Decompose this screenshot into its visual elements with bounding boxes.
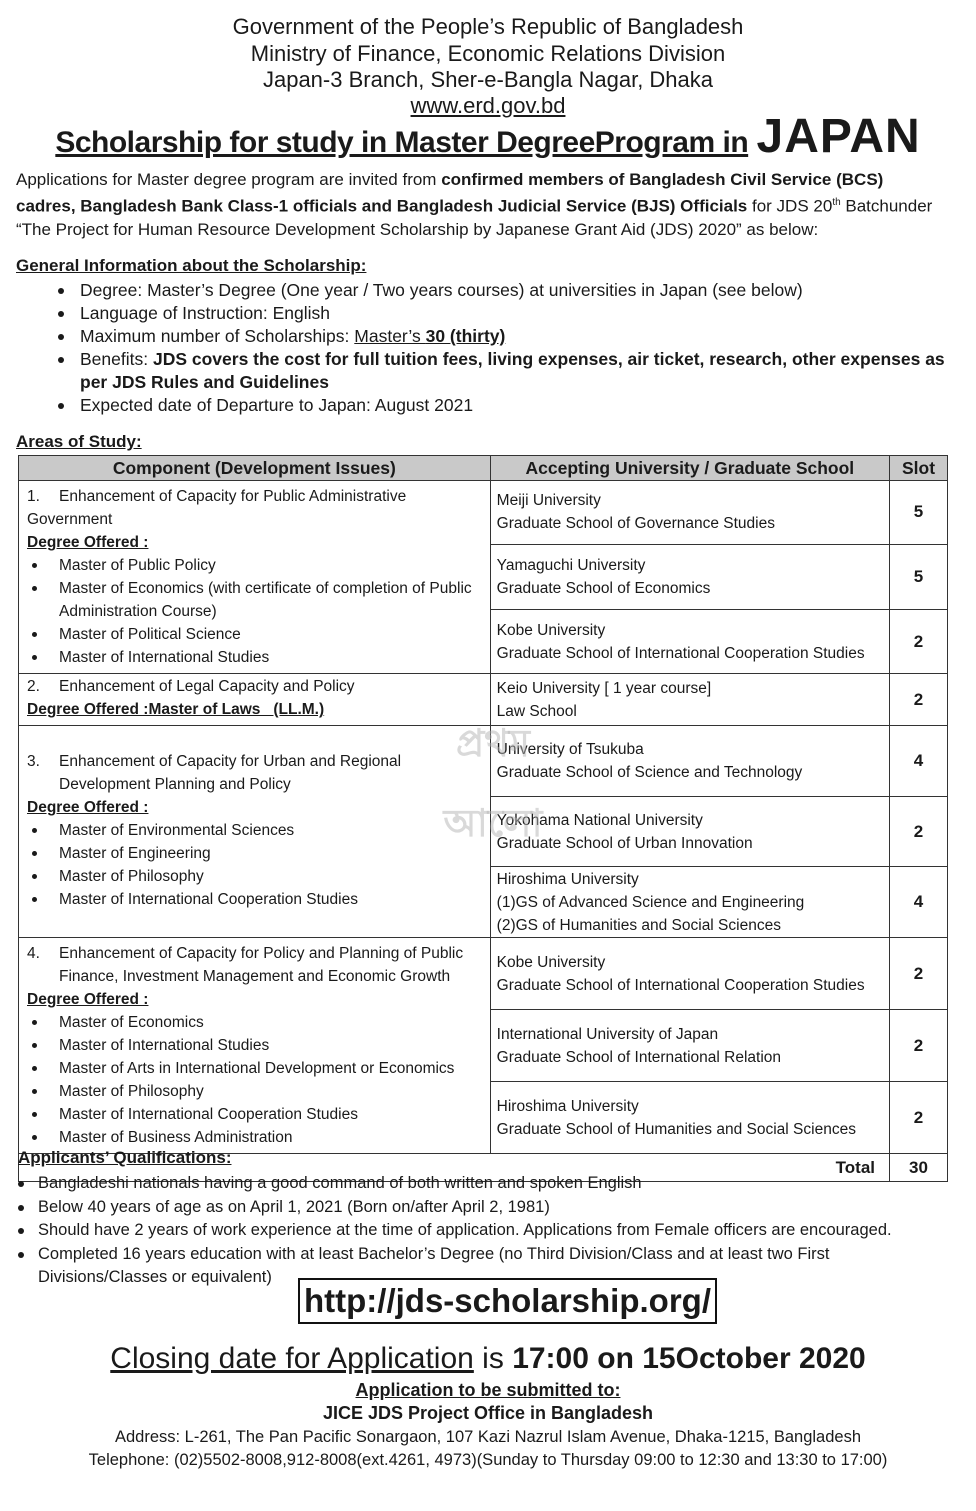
- list-item: Master of Environmental Sciences: [27, 819, 484, 842]
- graduate-school: Graduate School of International Cooperation Studies: [496, 644, 865, 662]
- intro-text-1: Applications for Master degree program are invited from: [16, 170, 442, 189]
- table-row: [19, 674, 948, 726]
- component-3-degree-label: Degree Offered :: [27, 799, 149, 816]
- table-row: [19, 726, 948, 797]
- header-government: Government of the People’s Republic of Bangladesh: [232, 14, 744, 39]
- university-cell: [490, 481, 889, 545]
- component-1-degree-label: Degree Offered :: [27, 534, 149, 551]
- intro-eligible-groups: confirmed members of Bangladesh Civil Service (BCS) cadres, Bangladesh Bank Class-1 officials and Bangladesh Judicial Service (BJS) Officials: [16, 170, 884, 216]
- header-branch: Japan-3 Branch, Sher-e-Bangla Nagar, Dhaka: [262, 67, 714, 92]
- slot-count: 2: [890, 674, 948, 726]
- list-item: Master of Economics (with certificate of completion of Public Administration Course): [27, 577, 484, 623]
- col-header-component: Component (Development Issues): [19, 456, 491, 481]
- max-label: Maximum number of Scholarships:: [80, 326, 355, 346]
- closing-date: [0, 1340, 976, 1378]
- slot-count: 4: [890, 726, 948, 797]
- slot-count: 2: [890, 1082, 948, 1154]
- list-item: Master of International Cooperation Studies: [27, 888, 484, 911]
- graduate-school: (2)GS of Humanities and Social Sciences: [496, 916, 781, 934]
- list-item: Master of International Studies: [27, 646, 484, 669]
- header-website-link[interactable]: www.erd.gov.bd: [410, 93, 566, 118]
- university-name: Yamaguchi University: [496, 556, 646, 574]
- list-item: Master of Economics: [27, 1011, 484, 1034]
- graduate-school: Graduate School of Economics: [496, 579, 711, 597]
- university-name: Kobe University: [496, 953, 606, 971]
- component-2-title-line: [27, 675, 484, 698]
- list-item: Master of Business Administration: [27, 1126, 484, 1149]
- slot-count: 2: [890, 1010, 948, 1082]
- general-info-title: General Information about the Scholarship:: [16, 256, 367, 275]
- component-1-title: Enhancement of Capacity for Public Administrative Government: [27, 488, 407, 528]
- graduate-school: (1)GS of Advanced Science and Engineering: [496, 893, 805, 911]
- university-cell: [490, 544, 889, 609]
- list-item: Master of Public Policy: [27, 554, 484, 577]
- graduate-school: Graduate School of International Relation: [496, 1048, 782, 1066]
- total-value: 30: [890, 1154, 948, 1182]
- university-cell: [490, 610, 889, 674]
- intro-paragraph: [16, 168, 946, 241]
- qualifications-title: Applicants’ Qualifications:: [18, 1148, 232, 1167]
- general-language: Language of Instruction: English: [50, 302, 950, 325]
- list-item: Master of Philosophy: [27, 1080, 484, 1103]
- component-3-title: Enhancement of Capacity for Urban and Regional Development Planning and Policy: [59, 753, 402, 793]
- list-item: Master of International Cooperation Studies: [27, 1103, 484, 1126]
- component-1-number: 1.: [27, 488, 40, 505]
- title-country: JAPAN: [756, 110, 921, 163]
- col-header-slot: Slot: [890, 456, 948, 481]
- submit-address: Address: L-261, The Pan Pacific Sonargaon, 107 Kazi Nazrul Islam Avenue, Dhaka-1215, Bangladesh: [114, 1428, 862, 1446]
- component-4-degree-label: Degree Offered :: [27, 991, 149, 1008]
- graduate-school: Graduate School of Urban Innovation: [496, 834, 753, 852]
- title-main: Scholarship for study in Master DegreeProgram in: [55, 126, 749, 159]
- general-max-scholarships: [50, 325, 950, 348]
- graduate-school: Law School: [496, 702, 577, 720]
- university-cell: [490, 674, 889, 726]
- university-name: International University of Japan: [496, 1025, 719, 1043]
- component-2-number: 2.: [27, 678, 40, 695]
- university-name: Yokohama National University: [496, 811, 703, 829]
- header-ministry: Ministry of Finance, Economic Relations Division: [250, 41, 726, 66]
- max-value-number: 30 (thirty): [425, 326, 506, 346]
- general-degree: Degree: Master’s Degree (One year / Two years courses) at universities in Japan (see below): [50, 279, 950, 302]
- slot-count: 5: [890, 481, 948, 545]
- university-cell: [490, 938, 889, 1010]
- list-item: Master of Philosophy: [27, 865, 484, 888]
- general-departure: Expected date of Departure to Japan: August 2021: [50, 394, 950, 417]
- table-row: [19, 938, 948, 1010]
- closing-connector: is: [473, 1342, 513, 1375]
- general-info-list: [50, 279, 950, 417]
- component-4-title-line: [27, 942, 484, 988]
- intro-text-2: for JDS 20: [747, 196, 833, 216]
- max-value: [354, 326, 505, 346]
- graduate-school: Graduate School of Science and Technology: [496, 764, 803, 781]
- component-1-title-line: [27, 485, 484, 531]
- table-header-row: [19, 456, 948, 481]
- component-3: [19, 726, 491, 938]
- total-label: Total: [19, 1154, 890, 1182]
- component-2-title: Enhancement of Legal Capacity and Policy: [59, 678, 355, 695]
- list-item: Bangladeshi nationals having a good command of both written and spoken English: [8, 1172, 958, 1196]
- list-item: Should have 2 years of work experience at the time of application. Applications from Female officers are encouraged.: [8, 1219, 958, 1243]
- slot-count: 4: [890, 867, 948, 938]
- component-3-title-line: [27, 750, 484, 796]
- areas-title: Areas of Study:: [16, 432, 142, 451]
- list-item: Master of Political Science: [27, 623, 484, 646]
- university-cell: [490, 726, 889, 797]
- component-1: [19, 481, 491, 674]
- list-item: Completed 16 years education with at least Bachelor’s Degree (no Third Division/Class and at least two First Divisions/Classes or equivalent): [8, 1243, 958, 1290]
- component-4-number: 4.: [27, 945, 40, 962]
- table-row: [19, 481, 948, 545]
- closing-date-value: 17:00 on 15October 2020: [512, 1342, 866, 1375]
- qualifications-list: [8, 1172, 958, 1290]
- general-benefits: [50, 348, 950, 394]
- page-title: [0, 110, 976, 165]
- benefits-value: JDS covers the cost for full tuition fees, living expenses, air ticket, research, other expenses as per JDS Rules and Guidelines: [80, 349, 945, 392]
- component-4-title: Enhancement of Capacity for Policy and Planning of Public Finance, Investment Management and Economic Growth: [59, 945, 464, 985]
- university-cell: [490, 797, 889, 867]
- list-item: Master of Engineering: [27, 842, 484, 865]
- graduate-school: Graduate School of Governance Studies: [496, 515, 775, 533]
- intro-text-3: Batchunder “The Project for Human Resource Development Scholarship by Japanese Grant Aid (JDS) 2020” as below:: [16, 196, 933, 239]
- component-4: [19, 938, 491, 1154]
- graduate-school: Graduate School of International Cooperation Studies: [496, 976, 865, 994]
- submit-telephone: Telephone: (02)5502-8008,912-8008(ext.4261, 4973)(Sunday to Thursday 09:00 to 12:30 and 13:30 to 17:00): [88, 1451, 888, 1469]
- university-cell: [490, 867, 889, 938]
- component-2-degree-line: Degree Offered :Master of Laws (LL.M.): [27, 701, 325, 718]
- list-item: Master of International Studies: [27, 1034, 484, 1057]
- university-cell: [490, 1082, 889, 1154]
- watermark-logo: প্রথম আলো: [443, 721, 543, 845]
- university-name: Hiroshima University: [496, 870, 639, 888]
- areas-table: [18, 455, 948, 1182]
- max-value-prefix: Master’s: [354, 326, 426, 346]
- list-item: Master of Arts in International Development or Economics: [27, 1057, 484, 1080]
- slot-count: 2: [890, 610, 948, 674]
- graduate-school: Graduate School of Humanities and Social Sciences: [496, 1120, 856, 1138]
- slot-count: 2: [890, 797, 948, 867]
- university-name: University of Tsukuba: [496, 741, 644, 758]
- component-4-degrees: [27, 1011, 484, 1149]
- university-name: Meiji University: [496, 492, 601, 510]
- slot-count: 5: [890, 544, 948, 609]
- slot-count: 2: [890, 938, 948, 1010]
- submit-office: JICE JDS Project Office in Bangladesh: [322, 1403, 654, 1423]
- col-header-university: Accepting University / Graduate School: [490, 456, 889, 481]
- university-name: Kobe University: [496, 621, 606, 639]
- component-1-degrees: [27, 554, 484, 669]
- submit-title: Application to be submitted to:: [355, 1380, 621, 1400]
- component-3-number: 3.: [27, 753, 40, 770]
- university-cell: [490, 1010, 889, 1082]
- university-name: Keio University [ 1 year course]: [496, 679, 712, 697]
- scholarship-website-link[interactable]: http://jds-scholarship.org/: [298, 1278, 717, 1324]
- list-item: Below 40 years of age as on April 1, 2021 (Born on/after April 2, 1981): [8, 1196, 958, 1220]
- closing-label: Closing date for Application: [110, 1342, 474, 1375]
- benefits-label: Benefits:: [80, 349, 153, 369]
- university-name: Hiroshima University: [496, 1097, 639, 1115]
- component-2: [19, 674, 491, 726]
- intro-superscript: th: [832, 197, 841, 208]
- component-3-degrees: [27, 819, 484, 911]
